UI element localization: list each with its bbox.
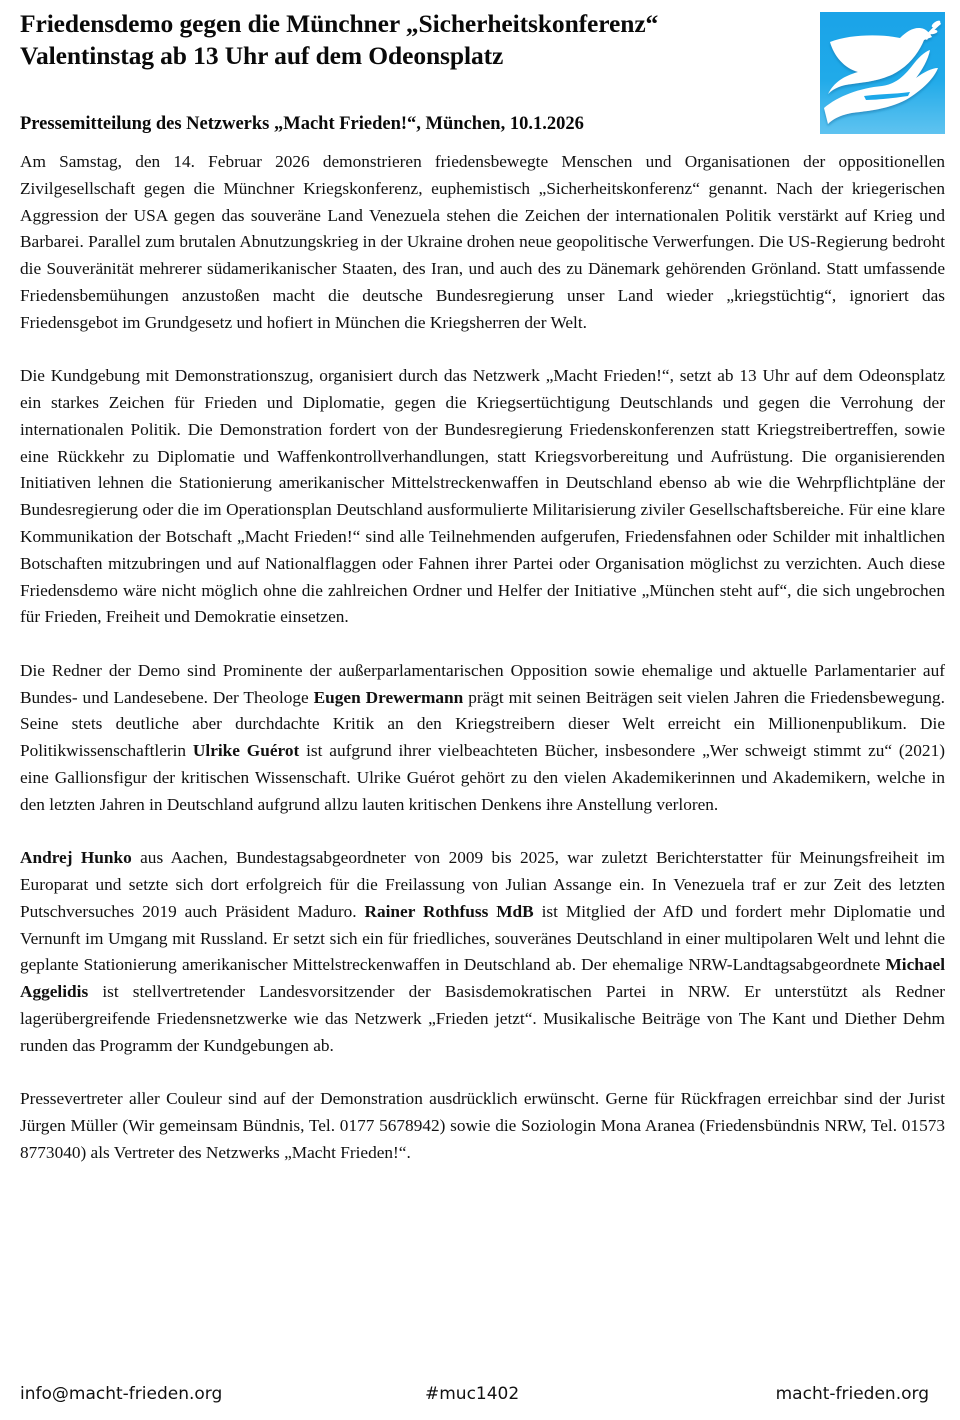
footer-website-link[interactable]: macht-frieden.org: [775, 1384, 929, 1404]
document-header: [20, 8, 810, 136]
paragraph-intro: Am Samstag, den 14. Februar 2026 demonstrieren friedensbewegte Menschen und Organisationen der oppositionellen Zivilgesellschaft gegen die Münchner Kriegskonferenz, euphemistisch „Sicherheitskonferenz“ genannt. Nach der kriegerischen Aggression der USA gegen das souveräne Land Venezuela stehen die Zeichen der internationalen Politik verstärkt auf Krieg und Barbarei. Parallel zum brutalen Abnutzungskrieg in der Ukraine drohen neue geopolitische Verwerfungen. Die US-Regierung bedroht die Souveränität mehrerer südamerikanischer Staaten, des Iran, und auch des zu Dänemark gehörenden Grönland. Statt umfassende Friedensbemühungen anzustoßen macht die deutsche Bundesregierung unser Land wieder „kriegstüchtig“, ignoriert das Friedensgebot im Grundgesetz und hofiert in München die Kriegsherren der Welt.: [20, 152, 945, 332]
paragraph-demonstration: Die Kundgebung mit Demonstrationszug, organisiert durch das Netzwerk „Macht Frieden!“, setzt ab 13 Uhr auf dem Odeonsplatz ein starkes Zeichen für Frieden und Diplomatie, gegen die Kriegsertüchtigung Deutschlands und gegen die Verrohung der internationalen Politik. Die Demonstration fordert von der Bundesregierung Friedenskonferenzen statt Kriegstreibertreffen, sowie eine Rückkehr zu Diplomatie und Waffenkontrollverhandlungen, statt Kriegsvorbereitung und Aufrüstung. Die organisierenden Initiativen lehnen die Stationierung amerikanischer Mittelstreckenwaffen in Deutschland ebenso ab wie die Wehrpflichtpläne der Bundesregierung oder die im Operationsplan Deutschland ausformulierte Militarisierung ziviler Gesellschaftsbereiche. Für eine klare Kommunikation der Botschaft „Macht Frieden!“ sind alle Teilnehmenden aufgerufen, Friedensfahnen oder Schilder mit inhaltlichen Botschaften mitzubringen und auf Nationalflaggen oder Fahnen ihrer Partei oder Organisation möglichst zu verzichten. Auch diese Friedensdemo wäre nicht möglich ohne die zahlreichen Ordner und Helfer der Initiative „München steht auf“, die sich ungebrochen für Frieden, Freiheit und Demokratie einsetzen.: [20, 366, 945, 627]
footer-hashtag: #muc1402: [425, 1384, 520, 1404]
document-body: [20, 149, 945, 1166]
speaker-name-guerot: Ulrike Guérot: [192, 741, 300, 761]
paragraph-speakers-2: [20, 845, 945, 1059]
paragraph-press-contacts: Pressevertreter aller Couleur sind auf der Demonstration ausdrücklich erwünscht. Gerne für Rückfragen erreichbar sind der Jurist Jürgen Müller (Wir gemeinsam Bündnis, Tel. 0177 5678942) sowie die Soziologin Mona Aranea (Friedensbündnis NRW, Tel. 01573 8773040) als Vertreter des Netzwerks „Macht Frieden!“.: [20, 1089, 945, 1162]
paragraph-speakers-1: [20, 658, 945, 819]
title-line-2: Valentinstag ab 13 Uhr auf dem Odeonsplatz: [20, 41, 504, 70]
page-title: [20, 8, 810, 72]
press-release-subtitle: Pressemitteilung des Netzwerks „Macht Frieden!“, München, 10.1.2026: [20, 114, 584, 134]
text-segment: prägt mit seinen Beiträgen seit vielen Jahren die Friedensbewegung. Seine stets deutliche aber durchdachte Kritik an den Kriegstreibern dieser Welt erreicht ein Millionenpublikum. Die Politikwissenschaftlerin: [20, 687, 945, 761]
speaker-name-drewermann: Eugen Drewermann: [313, 687, 464, 707]
text-segment: Die Redner der Demo sind Prominente der außerparlamentarischen Opposition sowie ehemalige und aktuelle Parlamentarier auf Bundes- und Landesebene. Der Theologe: [20, 660, 945, 707]
title-line-1: Friedensdemo gegen die Münchner „Sicherheitskonferenz“: [20, 9, 659, 38]
text-segment: ist stellvertretender Landesvorsitzender der Basisdemokratischen Partei in NRW. Er unterstützt als Redner lagerübergreifende Friedensnetzwerke wie das Netzwerk „Frieden jetzt“. Musikalische Beiträge von The Kant und Diether Dehm runden das Programm der Kundgebungen ab.: [20, 982, 945, 1055]
speaker-name-rothfuss: Rainer Rothfuss MdB: [364, 901, 534, 921]
dove-in-hand-icon: [820, 12, 945, 134]
document-footer: [20, 1384, 945, 1410]
speaker-name-hunko: Andrej Hunko: [20, 848, 132, 868]
footer-email-link[interactable]: info@macht-frieden.org: [20, 1384, 223, 1404]
speaker-name-aggelidis: Michael Aggelidis: [20, 955, 945, 1002]
text-segment: ist Mitglied der AfD und fordert mehr Diplomatie und Vernunft im Umgang mit Russland. Er setzt sich ein für friedliches, souveränes Deutschland in einer multipolaren Welt und lehnt die geplante Stationierung amerikanischer Mittelstreckenwaffen in Deutschland ab. Der ehemalige NRW-Landtagsabgeordnete: [20, 901, 945, 975]
text-segment: ist aufgrund ihrer vielbeachteten Bücher, insbesondere „Wer schweigt stimmt zu“ (2021) eine Gallionsfigur der kritischen Wissenschaft. Ulrike Guérot gehört zu den vielen Akademikerinnen und Akademikern, welche in den letzten Jahren in Deutschland aufgrund allzu lauten kritischen Denkens ihre Anstellung verloren.: [20, 741, 945, 814]
text-segment: aus Aachen, Bundestagsabgeordneter von 2009 bis 2025, war zuletzt Berichterstatter für Meinungsfreiheit im Europarat und setzte sich dort erfolgreich für die Freilassung von Julian Assange ein. In Venezuela traf er zur Zeit des letzten Putschversuches 2019 auch Präsident Maduro.: [20, 848, 945, 921]
